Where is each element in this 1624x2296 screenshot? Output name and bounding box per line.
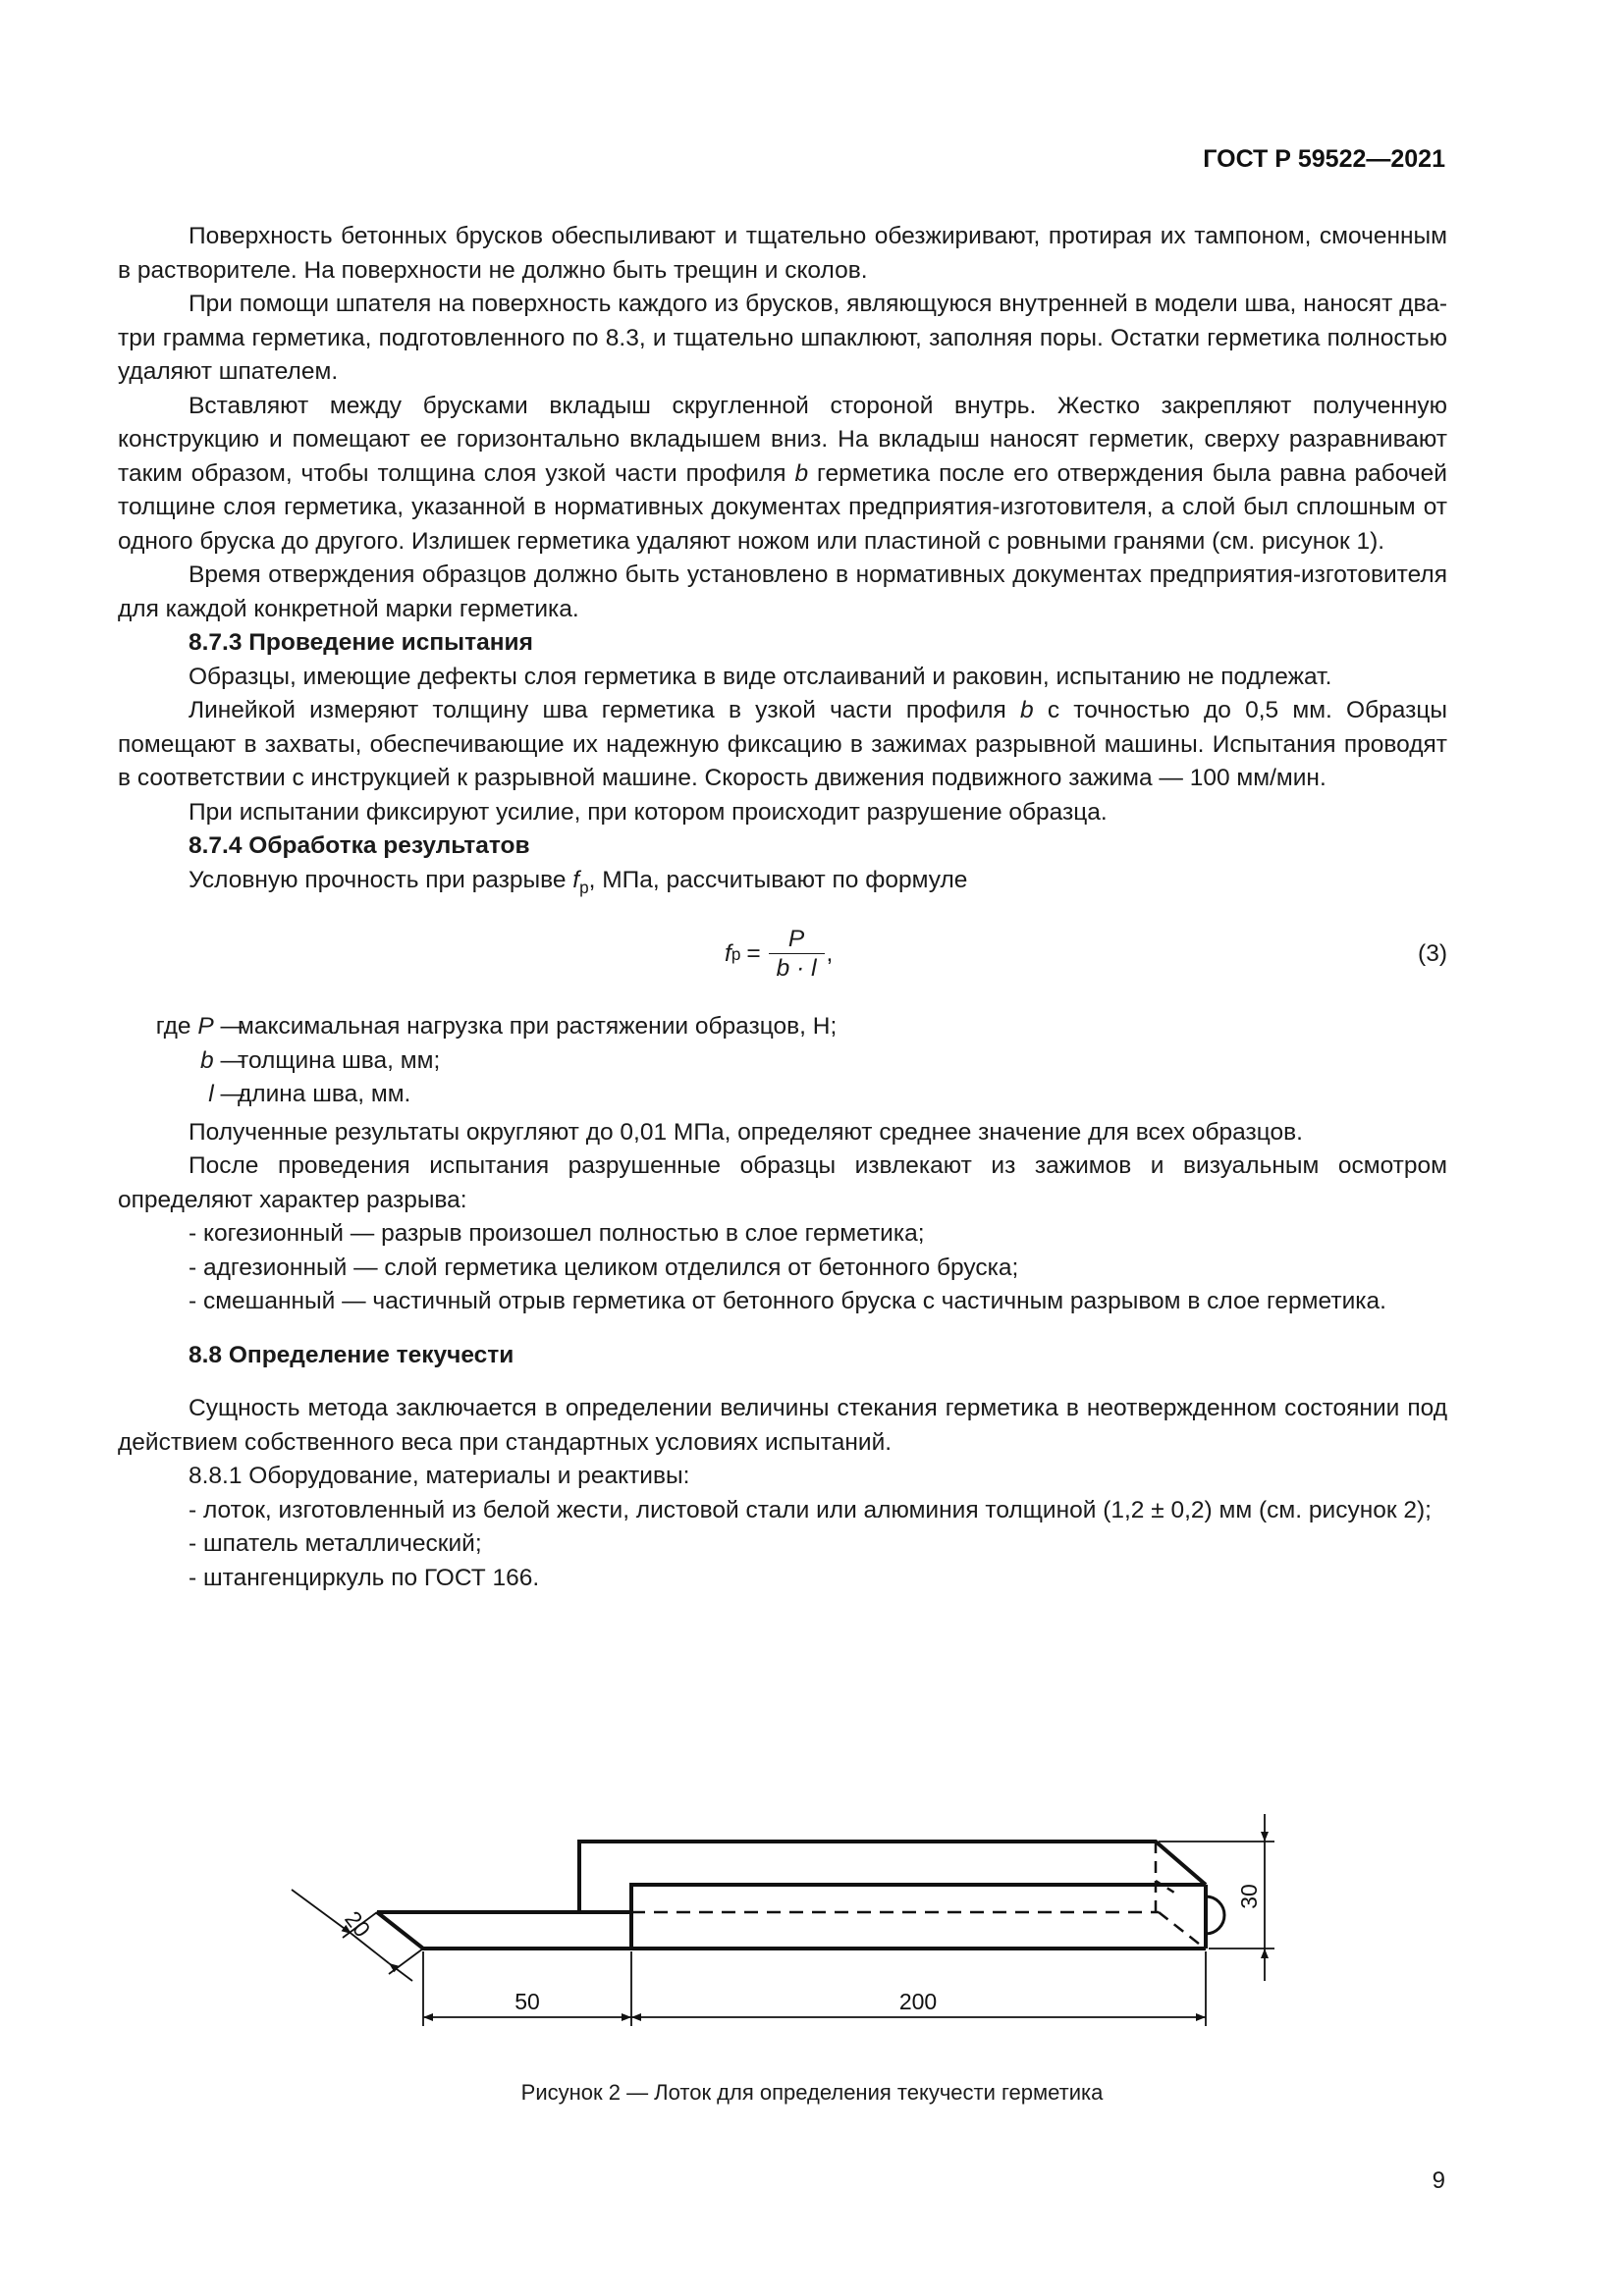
dim-label-20: 20 [340,1905,376,1943]
paragraph: При испытании фиксируют усилие, при котором происходит разрушение образца. [189,798,1108,826]
variable-b: b [794,459,809,487]
formula-lhs-sub: р [731,944,741,965]
paragraph: Время отверждения образцов должно быть установлено в нормативных документах предприятия-изготовителя для каждой конкретной марки герметика. [118,561,1447,622]
paragraph: Полученные результаты округляют до 0,01 МПа, определяют среднее значение для всех образцов. [189,1118,1303,1146]
where-prefix: где [155,1013,198,1040]
section-heading-8-7-3: 8.7.3 Проведение испытания [189,629,533,656]
paragraph: 8.8.1 Оборудование, материалы и реактивы: [189,1463,690,1489]
where-item [118,1078,1447,1112]
where-description: толщина шва, мм; [238,1046,441,1074]
formula-number: (3) [1418,940,1447,967]
where-dash: — [213,1046,244,1074]
figure-caption: Рисунок 2 — Лоток для определения текучести герметика [520,2080,1104,2105]
section-heading-8-8: 8.8 Определение текучести [189,1341,514,1368]
formula-numerator: P [787,926,805,952]
paragraph [118,864,1447,905]
paragraph: Сущность метода заключается в определении величины стекания герметика в неотвержденном состоянии под действием собственного веса при стандартных условиях испытаний. [118,1395,1447,1456]
tray-hidden-lines [631,1842,1204,1948]
where-var: l [208,1081,214,1107]
formula-equals: = [746,940,761,968]
list-item: - когезионный — разрыв произошел полностью в слое герметика; [189,1220,925,1247]
where-var: P [197,1013,214,1040]
text-run: Линейкой измеряют толщину шва герметика в узкой части профиля [189,697,1020,723]
where-description: длина шва, мм. [238,1081,411,1107]
variable-f: f [572,866,580,893]
page-number: 9 [1432,2167,1445,2194]
tray-inner-outline [631,1885,1206,1949]
tray-bottom-outline [377,1912,1206,1949]
list-item: - штангенциркуль по ГОСТ 166. [189,1564,540,1591]
dim-arrow-angle [292,1890,352,1934]
where-item [118,1010,1447,1044]
text-run: , МПа, рассчитывают по формуле [588,866,968,893]
paragraph [118,694,1447,796]
formula-lhs-var: f [725,940,731,968]
ext-line [389,1949,423,1974]
text-run: Вставляют между брусками вкладыш скругленной стороной внутрь. Жестко закрепляют полученную конструкцию и помещают ее горизонтально вкладышем вниз. На вкладыш наносят герметик, сверху разравнивают таким образом, чтобы толщина слоя узкой части профиля [118,392,1447,487]
list-item: - шпатель металлический; [189,1530,482,1557]
where-term [156,1010,244,1044]
tray-end-arc [1206,1896,1224,1934]
where-var: b [200,1046,214,1074]
text-run: с точностью до 0,5 мм. Образцы помещают в захваты, обеспечивающие их надежную фиксацию в зажимах разрывной машины. Испытания проводят в соответствии с инструкцией к разрывной машине. Скорость движения подвижного зажима — 100 мм/мин. [118,697,1447,791]
formula [725,926,833,984]
dimension-lines [292,1814,1274,2026]
text-run: герметика после его отверждения была равна рабочей толщине слоя герметика, указанной в нормативных документах предприятия-изготовителя, а слой был сплошным от одного бруска до другого. Излишек герметика удаляют ножом или пластиной с ровными гранями (см. рисунок 1). [118,459,1447,555]
where-description: максимальная нагрузка при растяжении образцов, Н; [238,1013,838,1040]
list-item: - адгезионный — слой герметика целиком отделился от бетонного бруска; [189,1254,1019,1281]
formula-block [118,904,1447,1010]
formula-fraction [769,926,825,984]
formula-comma: , [826,940,834,968]
paragraph [118,390,1447,560]
dim-label-50: 50 [514,1989,540,2014]
tray-outline [377,1842,1206,1949]
dim-label-30: 30 [1236,1884,1262,1909]
hidden-line-slope [1159,1912,1204,1948]
list-item: - лоток, изготовленный из белой жести, листовой стали или алюминия толщиной (1,2 ± 0,2) мм (см. рисунок 2); [189,1496,1432,1523]
list-item: - смешанный — частичный отрыв герметика от бетонного бруска с частичным разрывом в слое герметика. [189,1288,1386,1314]
paragraph: При помощи шпателя на поверхность каждого из брусков, являющуюся внутренней в модели шва, наносят два-три грамма герметика, подготовленного по 8.3, и тщательно шпаклюют, заполняя поры. Остатки герметика полностью удаляют шпателем. [118,291,1447,385]
where-dash: — [213,1013,244,1040]
dim-label-200: 200 [898,1989,938,2014]
tray-drawing [0,1806,1624,2081]
tray-top-outline [579,1842,1206,1912]
paragraph: После проведения испытания разрушенные образцы извлекают из зажимов и визуальным осмотром определяют характер разрыва: [118,1152,1447,1213]
document-code: ГОСТ Р 59522—2021 [1203,145,1445,173]
subscript-p: р [579,877,589,897]
where-item [118,1044,1447,1079]
formula-denominator: b · l [769,953,825,984]
variable-b: b [1020,697,1034,723]
where-dash: — [213,1081,244,1107]
paragraph: Образцы, имеющие дефекты слоя герметика в виде отслаиваний и раковин, испытанию не подлежат. [189,663,1332,690]
text-run: Условную прочность при разрыве [189,866,573,893]
section-heading-8-7-4: 8.7.4 Обработка результатов [189,832,530,859]
paragraph: Поверхность бетонных брусков обеспыливают и тщательно обезжиривают, протирая их тампоном, смоченным в растворителе. На поверхности не должно быть трещин и сколов. [118,223,1447,284]
body-text [118,220,1447,1595]
